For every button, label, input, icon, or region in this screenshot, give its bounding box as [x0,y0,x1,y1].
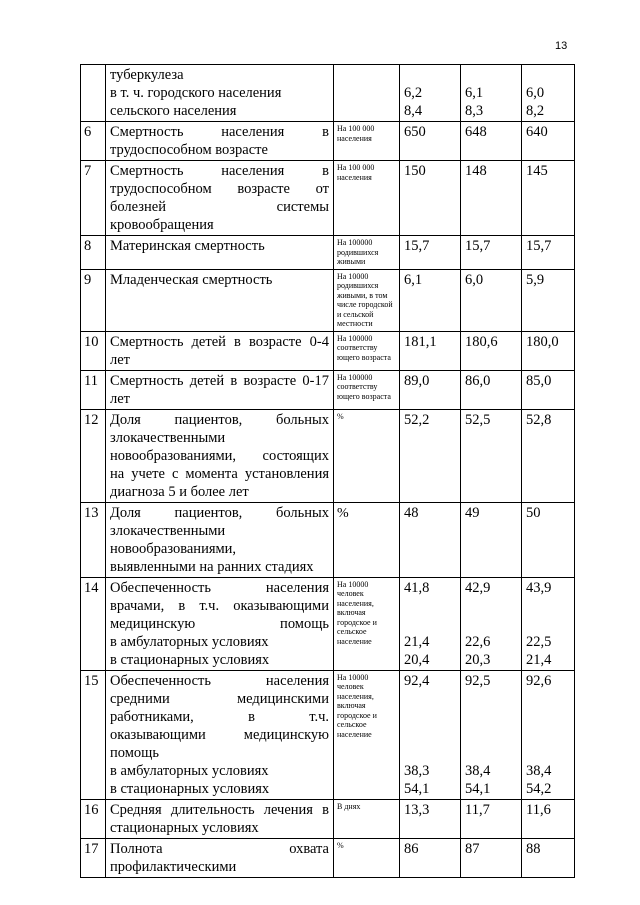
value-line [465,66,517,84]
value-v1 [400,65,461,122]
table-row [81,331,575,370]
row-number: 16 [81,799,106,838]
value-line: 54,1 [465,780,491,797]
value-line: 22,5 [526,633,552,650]
value-line: 54,2 [526,780,552,797]
value-line: 87 [465,840,480,857]
value-line: 38,4 [526,762,552,779]
value-line [465,708,517,726]
value-line: 42,9 [465,579,491,596]
row-number: 11 [81,370,106,409]
table-row [81,269,575,331]
indicator-name-line: злокачественными [110,522,226,539]
value-line [526,597,570,615]
unit-of-measure [334,65,400,122]
value-line: 88 [526,840,541,857]
value-line: 648 [465,124,487,140]
value-v3 [522,122,575,161]
value-v2 [461,236,522,270]
value-v1 [400,799,461,838]
value-line: 148 [465,163,487,179]
value-v1 [400,502,461,577]
indicator-name-line: болезней системы [110,199,329,215]
row-number: 12 [81,409,106,502]
value-line: 21,4 [526,651,552,668]
value-line: 6,0 [526,85,545,101]
value-line: 6,0 [465,271,484,288]
value-line: 49 [465,504,480,521]
value-line: 20,3 [465,651,491,668]
value-v3 [522,409,575,502]
table-body [81,65,575,878]
value-line: 145 [526,163,548,179]
value-line [404,615,456,633]
indicator-name [106,122,334,161]
indicator-name-line: Доля пациентов, больных [110,504,329,521]
indicator-name-line: новообразованиями, [110,540,237,557]
value-v3 [522,577,575,670]
value-line: 15,7 [404,238,430,254]
value-line: 15,7 [526,238,552,254]
indicator-name-line: Смертность детей в возрасте 0-4 [110,333,329,350]
value-v3 [522,370,575,409]
value-line: 15,7 [465,238,491,254]
value-line [404,708,456,726]
value-v3 [522,161,575,236]
row-number: 13 [81,502,106,577]
row-number: 7 [81,161,106,236]
value-line: 150 [404,163,426,179]
indicator-name [106,838,334,877]
value-line: 180,6 [465,333,498,350]
table-row [81,236,575,270]
value-line: 92,4 [404,672,430,689]
row-number: 15 [81,670,106,799]
indicator-name-line: Средняя длительность лечения в [110,801,329,818]
value-line [465,726,517,744]
value-line [526,726,570,744]
unit-of-measure: В днях [334,799,400,838]
page-number: 13 [555,40,568,52]
row-number: 10 [81,331,106,370]
indicator-name [106,65,334,122]
value-v3 [522,838,575,877]
value-v2 [461,670,522,799]
value-v1 [400,670,461,799]
value-line: 8,2 [526,103,545,119]
indicator-name-line: Младенческая смертность [110,271,273,288]
table-row [81,65,575,122]
indicator-name-line: средними медицинскими [110,690,329,707]
value-line: 48 [404,504,419,521]
value-line: 50 [526,504,541,521]
indicator-name [106,370,334,409]
value-line [465,744,517,762]
value-line: 21,4 [404,633,430,650]
table-row [81,122,575,161]
value-line: 22,6 [465,633,491,650]
value-line: 5,9 [526,271,545,288]
table-row [81,370,575,409]
indicator-name-line: туберкулеза [110,67,184,83]
value-line: 11,7 [465,801,490,818]
value-line: 13,3 [404,801,430,818]
value-line: 92,5 [465,672,491,689]
value-v1 [400,331,461,370]
value-line: 54,1 [404,780,430,797]
value-v3 [522,236,575,270]
indicator-name-line: на учете с момента установления [110,465,329,482]
indicator-name-line: трудоспособном возрасте от [110,181,329,197]
value-line [465,597,517,615]
indicator-name-line: лет [110,351,131,368]
value-line [465,615,517,633]
table-row [81,409,575,502]
value-line: 640 [526,124,548,140]
value-v2 [461,65,522,122]
value-line [404,726,456,744]
unit-of-measure: На 100000 родившихся живыми [334,236,400,270]
indicators-table [80,64,575,878]
value-v3 [522,670,575,799]
table-row [81,577,575,670]
row-number [81,65,106,122]
row-number: 6 [81,122,106,161]
indicator-name-line: кровообращения [110,217,214,233]
indicator-name-line: профилактическими [110,858,237,875]
indicator-name-line: трудоспособном возрасте [110,142,268,158]
indicator-name-line: в амбулаторных условиях [110,762,269,779]
indicator-name-line: выявленными на ранних стадиях [110,558,314,575]
value-line [404,66,456,84]
value-line: 6,2 [404,85,423,101]
value-line: 85,0 [526,372,552,389]
value-v1 [400,269,461,331]
table-row [81,670,575,799]
value-v2 [461,409,522,502]
indicator-name-line: оказывающими медицинскую [110,726,329,743]
value-line: 180,0 [526,333,559,350]
indicator-name-line: Материнская смертность [110,238,265,254]
value-line: 92,6 [526,672,552,689]
indicator-name [106,577,334,670]
indicator-name-line: Смертность населения в [110,124,329,140]
value-line: 43,9 [526,579,552,596]
indicator-name-line: врачами, в т.ч. оказывающими [110,597,329,614]
value-line [404,597,456,615]
table-row [81,799,575,838]
value-line: 89,0 [404,372,430,389]
table-row [81,161,575,236]
value-v1 [400,409,461,502]
indicator-name-line: помощь [110,744,159,761]
indicator-name-line: Смертность населения в [110,163,329,179]
value-line [526,690,570,708]
value-line [526,615,570,633]
value-line [526,744,570,762]
indicator-name-line: в амбулаторных условиях [110,633,269,650]
unit-of-measure: На 10000 человек населения, включая городское и сельское население [334,577,400,670]
unit-of-measure: % [334,838,400,877]
row-number: 14 [81,577,106,670]
value-v1 [400,838,461,877]
row-number: 9 [81,269,106,331]
unit-of-measure: На 100000 соответству ющего возраста [334,331,400,370]
unit-of-measure: На 100 000 населения [334,161,400,236]
indicator-name-line: диагноза 5 и более лет [110,483,249,500]
value-v3 [522,502,575,577]
table-row [81,838,575,877]
value-line: 20,4 [404,651,430,668]
indicator-name [106,269,334,331]
value-line: 6,1 [404,271,423,288]
indicator-name-line: в стационарных условиях [110,780,270,797]
value-line [465,690,517,708]
value-line: 52,2 [404,411,430,428]
value-v2 [461,161,522,236]
indicator-name-line: медицинскую помощь [110,615,329,632]
indicator-name [106,161,334,236]
value-line: 8,4 [404,103,423,119]
indicator-name [106,799,334,838]
unit-of-measure: На 10000 человек населения, включая городское и сельское население [334,670,400,799]
value-v3 [522,65,575,122]
indicator-name-line: лет [110,390,131,407]
value-line: 52,5 [465,411,491,428]
indicator-name-line: в стационарных условиях [110,651,270,668]
indicator-name-line: сельского населения [110,103,237,119]
value-v2 [461,370,522,409]
value-v2 [461,269,522,331]
value-line: 41,8 [404,579,430,596]
value-line [526,66,570,84]
value-line: 38,4 [465,762,491,779]
value-v1 [400,577,461,670]
indicator-name-line: Смертность детей в возрасте 0-17 [110,372,329,389]
unit-of-measure: На 100 000 населения [334,122,400,161]
row-number: 17 [81,838,106,877]
indicator-name-line: Доля пациентов, больных [110,411,329,428]
value-line [404,690,456,708]
row-number: 8 [81,236,106,270]
indicator-name-line: Обеспеченность населения [110,672,329,689]
value-v3 [522,799,575,838]
value-line: 8,3 [465,103,484,119]
indicator-name-line: в т. ч. городского населения [110,85,282,101]
indicator-name-line: Обеспеченность населения [110,579,329,596]
value-v2 [461,838,522,877]
table-row [81,502,575,577]
indicator-name-line: работниками, в т.ч. [110,708,329,725]
unit-of-measure: % [334,502,400,577]
value-line: 86 [404,840,419,857]
value-line: 38,3 [404,762,430,779]
value-line: 52,8 [526,411,552,428]
value-line: 11,6 [526,801,551,818]
value-v2 [461,331,522,370]
unit-of-measure: На 100000 соответству ющего возраста [334,370,400,409]
indicator-name [106,409,334,502]
value-line: 6,1 [465,85,484,101]
value-v2 [461,577,522,670]
value-line: 181,1 [404,333,437,350]
indicator-name-line: стационарных условиях [110,819,259,836]
indicator-name [106,331,334,370]
value-line: 650 [404,124,426,140]
unit-of-measure: % [334,409,400,502]
indicator-name-line: Полнота охвата [110,840,329,857]
unit-of-measure: На 10000 родившихся живыми, в том числе городской и сельской местности [334,269,400,331]
indicator-name [106,502,334,577]
value-line: 86,0 [465,372,491,389]
value-v1 [400,161,461,236]
indicator-name-line: злокачественными [110,429,226,446]
value-v1 [400,370,461,409]
indicator-name-line: новообразованиями, состоящих [110,447,329,464]
value-line [526,708,570,726]
value-v2 [461,502,522,577]
value-v1 [400,122,461,161]
value-v2 [461,799,522,838]
value-v1 [400,236,461,270]
indicator-name [106,236,334,270]
indicator-name [106,670,334,799]
value-v3 [522,331,575,370]
value-line [404,744,456,762]
value-v3 [522,269,575,331]
value-v2 [461,122,522,161]
